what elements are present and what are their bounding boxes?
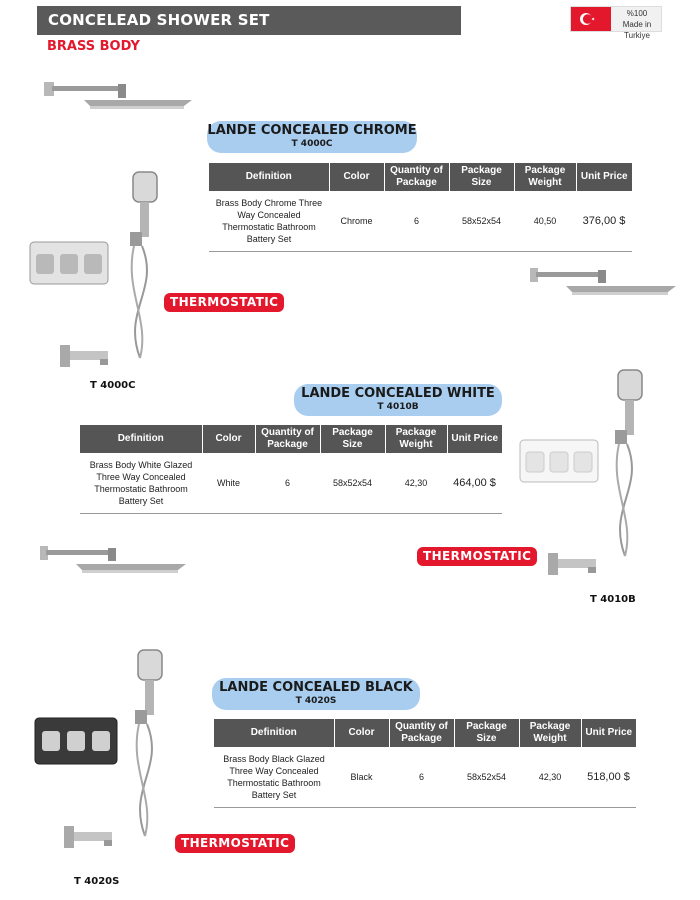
column-header: Definition — [214, 719, 334, 747]
column-header: Color — [329, 163, 384, 191]
table-header-row — [80, 425, 502, 453]
product-code: T 4020S — [295, 696, 337, 706]
column-header: Package Size — [449, 163, 514, 191]
model-label: T 4000C — [90, 380, 136, 391]
weight-cell: 42,30 — [385, 453, 447, 514]
price-cell: 464,00 $ — [447, 453, 502, 514]
column-header: Unit Price — [581, 719, 636, 747]
column-header: Package Weight — [385, 425, 447, 453]
weight-cell: 40,50 — [514, 191, 576, 252]
thermostatic-badge: THERMOSTATIC — [164, 293, 284, 312]
thermostatic-valve-icon — [30, 242, 110, 286]
product-title-pill — [294, 384, 502, 416]
column-header: Definition — [80, 425, 202, 453]
badge-percent: %100 — [626, 9, 648, 18]
hand-shower-icon — [605, 368, 655, 568]
size-cell: 58x52x54 — [320, 453, 385, 514]
hand-shower-icon — [125, 648, 175, 848]
column-header: Package Size — [320, 425, 385, 453]
color-cell: Black — [334, 747, 389, 808]
made-in-turkiye-badge — [570, 6, 662, 40]
table-row — [209, 191, 632, 252]
column-header: Definition — [209, 163, 329, 191]
model-label: T 4020S — [74, 876, 120, 887]
definition-cell: Brass Body White Glazed Three Way Concealed Thermostatic Bathroom Battery Set — [80, 453, 202, 514]
price-cell: 376,00 $ — [576, 191, 632, 252]
quantity-cell: 6 — [255, 453, 320, 514]
badge-origin: Made in Turkiye — [622, 20, 652, 40]
quantity-cell: 6 — [389, 747, 454, 808]
table-row — [80, 453, 502, 514]
spout-icon — [64, 826, 114, 850]
spout-icon — [60, 345, 110, 369]
definition-cell: Brass Body Chrome Three Way Concealed Thermostatic Bathroom Battery Set — [209, 191, 329, 252]
column-header: Unit Price — [447, 425, 502, 453]
rain-shower-head-icon — [40, 542, 190, 582]
table-header-row — [209, 163, 632, 191]
column-header: Quantity of Package — [389, 719, 454, 747]
quantity-cell: 6 — [384, 191, 449, 252]
thermostatic-valve-icon — [35, 718, 119, 766]
product-title-pill — [212, 678, 420, 710]
thermostatic-badge: THERMOSTATIC — [175, 834, 295, 853]
column-header: Package Size — [454, 719, 519, 747]
column-header: Color — [202, 425, 255, 453]
model-label: T 4010B — [590, 594, 636, 605]
size-cell: 58x52x54 — [449, 191, 514, 252]
column-header: Package Weight — [519, 719, 581, 747]
definition-cell: Brass Body Black Glazed Three Way Concealed Thermostatic Bathroom Battery Set — [214, 747, 334, 808]
product-name: LANDE CONCEALED BLACK — [219, 680, 413, 695]
table-header-row — [214, 719, 636, 747]
turkish-flag-icon — [571, 7, 611, 31]
thermostatic-valve-icon — [520, 440, 600, 484]
product-code: T 4000C — [291, 139, 333, 149]
column-header: Quantity of Package — [255, 425, 320, 453]
rain-shower-head-icon — [44, 70, 194, 115]
page-title: CONCELEAD SHOWER SET — [37, 6, 461, 35]
color-cell: Chrome — [329, 191, 384, 252]
spec-table — [80, 425, 502, 514]
rain-shower-head-icon — [530, 264, 680, 304]
product-title-pill — [207, 121, 417, 153]
color-cell: White — [202, 453, 255, 514]
size-cell: 58x52x54 — [454, 747, 519, 808]
column-header: Package Weight — [514, 163, 576, 191]
table-row — [214, 747, 636, 808]
price-cell: 518,00 $ — [581, 747, 636, 808]
thermostatic-badge: THERMOSTATIC — [417, 547, 537, 566]
column-header: Quantity of Package — [384, 163, 449, 191]
weight-cell: 42,30 — [519, 747, 581, 808]
column-header: Unit Price — [576, 163, 632, 191]
column-header: Color — [334, 719, 389, 747]
page-subtitle: BRASS BODY — [47, 39, 140, 54]
product-name: LANDE CONCEALED WHITE — [301, 386, 495, 401]
product-code: T 4010B — [377, 402, 419, 412]
product-name: LANDE CONCEALED CHROME — [207, 123, 417, 138]
spec-table — [214, 719, 636, 808]
spec-table — [209, 163, 632, 252]
spout-icon — [548, 553, 598, 577]
hand-shower-icon — [120, 170, 170, 370]
